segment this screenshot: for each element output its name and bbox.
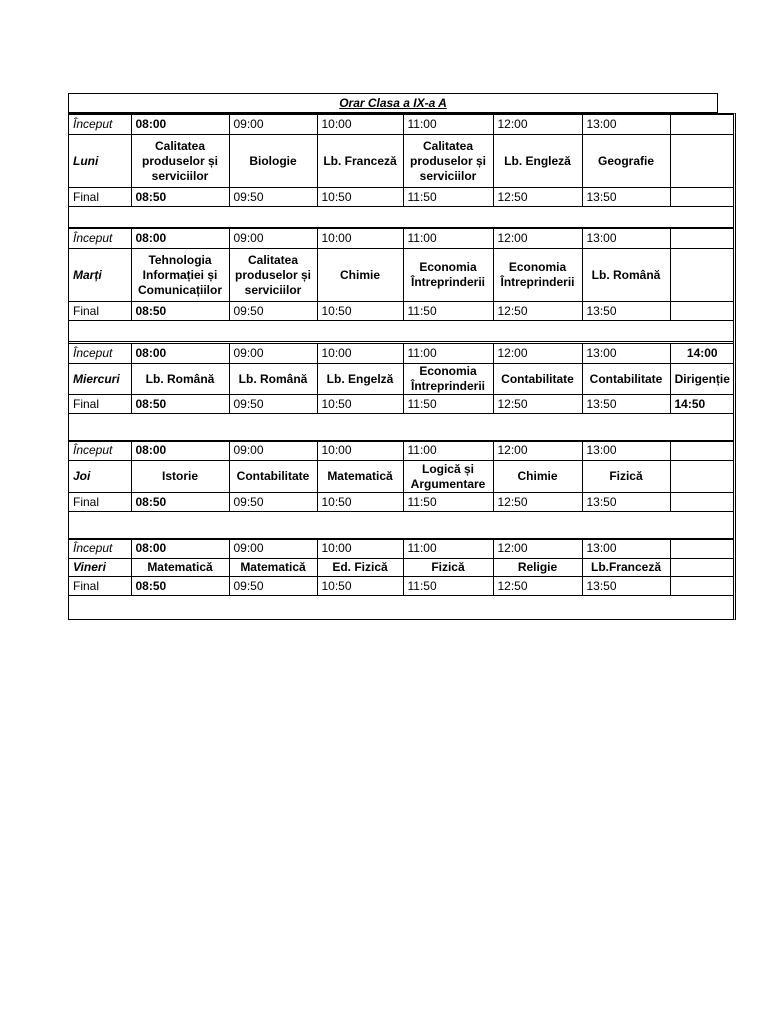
start-time-cell: 09:00 (229, 441, 317, 461)
end-time-cell: 14:50 (670, 395, 734, 414)
day-block (69, 114, 734, 207)
start-time-cell: 09:00 (229, 539, 317, 559)
schedule-sheet (68, 113, 736, 620)
subject-cell: Tehnologia Informației și Comunicațiilor (131, 249, 229, 302)
day-block (69, 343, 734, 414)
start-time-cell: 12:00 (493, 539, 582, 559)
day-table (69, 343, 734, 414)
subjects-row (69, 559, 734, 577)
end-time-row (69, 302, 734, 321)
end-time-cell: 12:50 (493, 302, 582, 321)
end-time-cell: 12:50 (493, 395, 582, 414)
start-time-cell: 11:00 (403, 344, 493, 364)
subject-cell (670, 135, 734, 188)
subject-cell: Chimie (317, 249, 403, 302)
subject-cell: Contabilitate (582, 364, 670, 395)
start-time-cell: 10:00 (317, 229, 403, 249)
end-time-cell: 12:50 (493, 577, 582, 596)
start-time-cell: 09:00 (229, 229, 317, 249)
subject-cell: Matematică (131, 559, 229, 577)
start-time-cell: 13:00 (582, 539, 670, 559)
end-time-cell: 10:50 (317, 188, 403, 207)
end-time-row (69, 577, 734, 596)
end-time-cell: 11:50 (403, 188, 493, 207)
start-time-cell: 08:00 (131, 115, 229, 135)
end-time-cell: 13:50 (582, 188, 670, 207)
subject-cell: Lb. Română (131, 364, 229, 395)
end-time-cell: 13:50 (582, 395, 670, 414)
start-label: Început (69, 441, 131, 461)
subject-cell: Lb. Română (582, 249, 670, 302)
day-block (69, 538, 734, 596)
day-name: Luni (69, 135, 131, 188)
subject-cell: Contabilitate (493, 364, 582, 395)
subject-cell: Matematică (229, 559, 317, 577)
end-label: Final (69, 188, 131, 207)
end-time-cell (670, 188, 734, 207)
start-time-cell: 11:00 (403, 229, 493, 249)
start-time-cell: 12:00 (493, 229, 582, 249)
end-time-cell: 11:50 (403, 302, 493, 321)
start-time-cell: 13:00 (582, 441, 670, 461)
subject-cell: Fizică (403, 559, 493, 577)
subject-cell: Biologie (229, 135, 317, 188)
end-time-cell: 13:50 (582, 493, 670, 512)
subject-cell: Chimie (493, 461, 582, 493)
subject-cell: Lb. Engleză (493, 135, 582, 188)
schedule-title: Orar Clasa a IX-a A (68, 93, 718, 113)
subjects-row (69, 249, 734, 302)
separator-row (69, 518, 734, 540)
subject-cell: Economia Întreprinderii (403, 364, 493, 395)
end-label: Final (69, 493, 131, 512)
subject-cell: Lb. Engelză (317, 364, 403, 395)
start-label: Început (69, 115, 131, 135)
end-time-cell: 09:50 (229, 493, 317, 512)
day-name: Marți (69, 249, 131, 302)
day-name: Vineri (69, 559, 131, 577)
start-time-cell: 10:00 (317, 115, 403, 135)
day-table (69, 228, 734, 321)
end-time-cell: 13:50 (582, 577, 670, 596)
end-time-cell: 13:50 (582, 302, 670, 321)
subject-cell: Lb. Franceză (317, 135, 403, 188)
start-time-cell: 13:00 (582, 115, 670, 135)
subject-cell: Lb. Română (229, 364, 317, 395)
separator-row (69, 599, 734, 620)
subject-cell: Religie (493, 559, 582, 577)
end-time-cell: 08:50 (131, 302, 229, 321)
start-time-cell: 08:00 (131, 344, 229, 364)
end-time-cell: 11:50 (403, 395, 493, 414)
start-label: Început (69, 229, 131, 249)
start-time-row (69, 344, 734, 364)
start-time-row (69, 441, 734, 461)
end-time-row (69, 493, 734, 512)
start-time-cell (670, 115, 734, 135)
end-label: Final (69, 577, 131, 596)
start-time-cell: 10:00 (317, 344, 403, 364)
end-time-cell: 08:50 (131, 188, 229, 207)
day-table (69, 538, 734, 596)
subject-cell: Dirigenție (670, 364, 734, 395)
start-time-cell: 08:00 (131, 539, 229, 559)
subject-cell: Geografie (582, 135, 670, 188)
subject-cell: Fizică (582, 461, 670, 493)
end-time-cell: 09:50 (229, 302, 317, 321)
start-time-cell: 14:00 (670, 344, 734, 364)
end-time-cell (670, 577, 734, 596)
start-time-cell: 11:00 (403, 441, 493, 461)
start-time-cell: 08:00 (131, 441, 229, 461)
subject-cell: Contabilitate (229, 461, 317, 493)
end-time-cell: 10:50 (317, 395, 403, 414)
end-label: Final (69, 302, 131, 321)
end-time-cell: 11:50 (403, 577, 493, 596)
separator-row (69, 320, 734, 342)
separator-row (69, 420, 734, 442)
day-name: Joi (69, 461, 131, 493)
start-time-cell: 12:00 (493, 441, 582, 461)
end-time-cell: 10:50 (317, 493, 403, 512)
day-block (69, 228, 734, 321)
end-time-cell: 10:50 (317, 302, 403, 321)
start-time-cell: 08:00 (131, 229, 229, 249)
subject-cell (670, 249, 734, 302)
subject-cell: Matematică (317, 461, 403, 493)
start-time-cell: 12:00 (493, 344, 582, 364)
subjects-row (69, 461, 734, 493)
end-time-cell: 11:50 (403, 493, 493, 512)
start-time-cell: 09:00 (229, 115, 317, 135)
start-time-cell: 11:00 (403, 539, 493, 559)
day-name: Miercuri (69, 364, 131, 395)
subject-cell: Logică și Argumentare (403, 461, 493, 493)
start-time-cell: 13:00 (582, 344, 670, 364)
separator-row (69, 206, 734, 228)
subjects-row (69, 135, 734, 188)
end-time-cell: 12:50 (493, 188, 582, 207)
start-time-cell (670, 441, 734, 461)
end-time-cell: 08:50 (131, 577, 229, 596)
end-label: Final (69, 395, 131, 414)
start-label: Început (69, 539, 131, 559)
day-table (69, 440, 734, 512)
end-time-cell: 12:50 (493, 493, 582, 512)
subject-cell: Economia Întreprinderii (493, 249, 582, 302)
start-time-row (69, 539, 734, 559)
subject-cell: Ed. Fizică (317, 559, 403, 577)
subject-cell: Istorie (131, 461, 229, 493)
end-time-cell (670, 302, 734, 321)
end-time-cell: 09:50 (229, 395, 317, 414)
day-block (69, 440, 734, 512)
start-time-row (69, 115, 734, 135)
subject-cell: Calitatea produselor și serviciilor (131, 135, 229, 188)
end-time-cell: 09:50 (229, 577, 317, 596)
start-time-cell: 12:00 (493, 115, 582, 135)
start-time-cell: 09:00 (229, 344, 317, 364)
start-time-cell: 10:00 (317, 539, 403, 559)
day-table (69, 114, 734, 207)
subject-cell (670, 559, 734, 577)
end-time-row (69, 395, 734, 414)
subject-cell (670, 461, 734, 493)
end-time-row (69, 188, 734, 207)
start-label: Început (69, 344, 131, 364)
start-time-cell (670, 539, 734, 559)
end-time-cell: 09:50 (229, 188, 317, 207)
subject-cell: Calitatea produselor și serviciilor (229, 249, 317, 302)
end-time-cell (670, 493, 734, 512)
subject-cell: Lb.Franceză (582, 559, 670, 577)
subject-cell: Economia Întreprinderii (403, 249, 493, 302)
end-time-cell: 08:50 (131, 493, 229, 512)
start-time-cell: 10:00 (317, 441, 403, 461)
subject-cell: Calitatea produselor și serviciilor (403, 135, 493, 188)
start-time-cell: 13:00 (582, 229, 670, 249)
start-time-cell: 11:00 (403, 115, 493, 135)
end-time-cell: 10:50 (317, 577, 403, 596)
start-time-row (69, 229, 734, 249)
end-time-cell: 08:50 (131, 395, 229, 414)
start-time-cell (670, 229, 734, 249)
subjects-row (69, 364, 734, 395)
